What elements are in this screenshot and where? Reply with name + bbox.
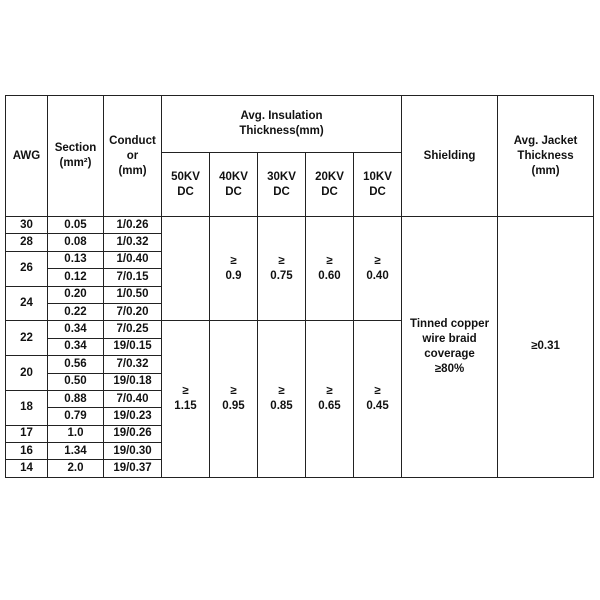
jacket-header: Avg. Jacket Thickness (mm)	[498, 96, 594, 217]
section-cell: 1.0	[48, 425, 104, 442]
conductor-cell: 1/0.40	[104, 251, 162, 268]
conductor-cell: 7/0.32	[104, 356, 162, 373]
conductor-cell: 7/0.25	[104, 321, 162, 338]
section-cell: 0.50	[48, 373, 104, 390]
section-cell: 0.12	[48, 269, 104, 286]
awg-cell: 17	[6, 425, 48, 442]
section-cell: 0.34	[48, 338, 104, 355]
section-cell: 0.56	[48, 356, 104, 373]
shielding-header: Shielding	[402, 96, 498, 217]
conductor-cell: 1/0.32	[104, 234, 162, 251]
awg-cell: 24	[6, 286, 48, 321]
awg-cell: 20	[6, 356, 48, 391]
awg-cell: 22	[6, 321, 48, 356]
awg-cell: 30	[6, 217, 48, 234]
awg-cell: 26	[6, 251, 48, 286]
awg-cell: 14	[6, 460, 48, 477]
jacket-value: ≥0.31	[498, 217, 594, 478]
conductor-cell: 19/0.26	[104, 425, 162, 442]
shielding-value: Tinned copper wire braid coverage ≥80%	[402, 217, 498, 478]
section-cell: 0.79	[48, 408, 104, 425]
conductor-cell: 7/0.15	[104, 269, 162, 286]
insulation-10kv-upper: ≥ 0.40	[354, 217, 402, 321]
table-row	[6, 217, 594, 234]
insulation-40kv-lower: ≥ 0.95	[210, 321, 258, 478]
insulation-20kv-lower: ≥ 0.65	[306, 321, 354, 478]
conductor-cell: 19/0.18	[104, 373, 162, 390]
insulation-50kv-lower: ≥ 1.15	[162, 321, 210, 478]
conductor-cell: 19/0.15	[104, 338, 162, 355]
conductor-cell: 1/0.50	[104, 286, 162, 303]
awg-cell: 16	[6, 443, 48, 460]
section-cell: 0.22	[48, 303, 104, 320]
conductor-cell: 7/0.20	[104, 303, 162, 320]
insulation-header: Avg. Insulation Thickness(mm)	[162, 96, 402, 153]
conductor-cell: 19/0.37	[104, 460, 162, 477]
awg-header: AWG	[6, 96, 48, 217]
insulation-20kv-upper: ≥ 0.60	[306, 217, 354, 321]
voltage-30kv-header: 30KV DC	[258, 153, 306, 217]
conductor-cell: 1/0.26	[104, 217, 162, 234]
voltage-10kv-header: 10KV DC	[354, 153, 402, 217]
section-cell: 0.34	[48, 321, 104, 338]
section-cell: 0.20	[48, 286, 104, 303]
conductor-cell: 19/0.30	[104, 443, 162, 460]
voltage-20kv-header: 20KV DC	[306, 153, 354, 217]
section-cell: 0.08	[48, 234, 104, 251]
insulation-50kv-upper	[162, 217, 210, 321]
section-header: Section (mm²)	[48, 96, 104, 217]
header-row-1	[6, 96, 594, 153]
conductor-cell: 7/0.40	[104, 390, 162, 407]
section-cell: 0.13	[48, 251, 104, 268]
section-cell: 0.05	[48, 217, 104, 234]
voltage-40kv-header: 40KV DC	[210, 153, 258, 217]
awg-cell: 18	[6, 390, 48, 425]
section-cell: 2.0	[48, 460, 104, 477]
insulation-10kv-lower: ≥ 0.45	[354, 321, 402, 478]
conductor-header: Conduct or (mm)	[104, 96, 162, 217]
cable-spec-table	[5, 95, 594, 478]
insulation-40kv-upper: ≥ 0.9	[210, 217, 258, 321]
section-cell: 1.34	[48, 443, 104, 460]
section-cell: 0.88	[48, 390, 104, 407]
awg-cell: 28	[6, 234, 48, 251]
conductor-cell: 19/0.23	[104, 408, 162, 425]
voltage-50kv-header: 50KV DC	[162, 153, 210, 217]
insulation-30kv-lower: ≥ 0.85	[258, 321, 306, 478]
insulation-30kv-upper: ≥ 0.75	[258, 217, 306, 321]
